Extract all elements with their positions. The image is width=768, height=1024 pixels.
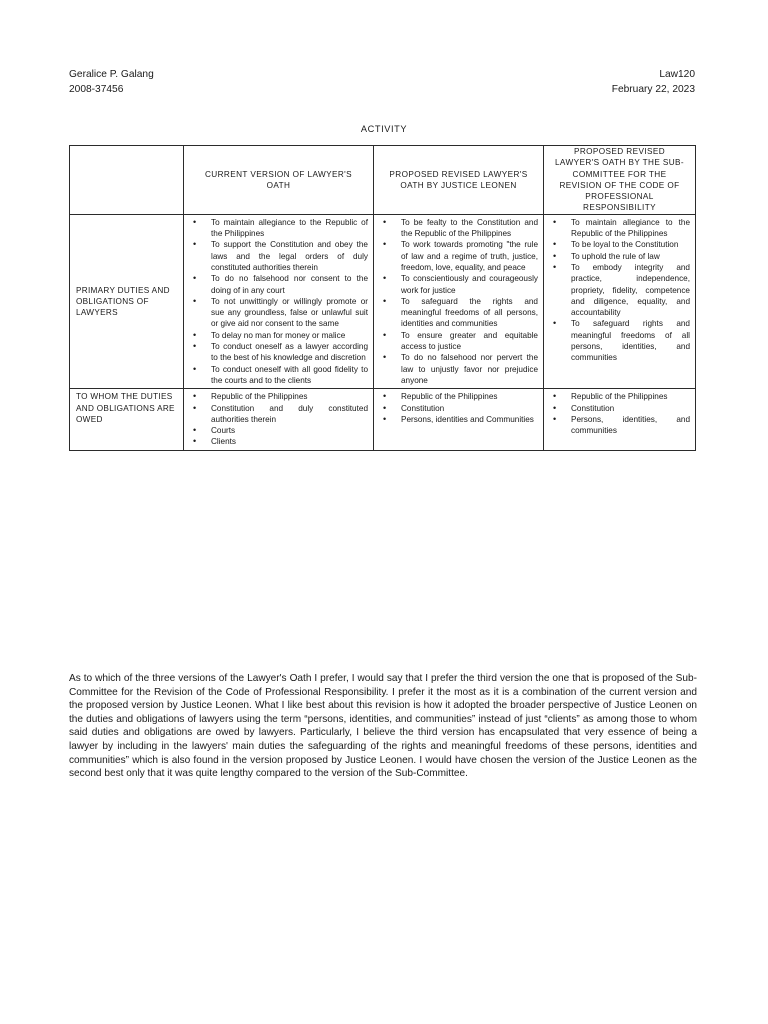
table-row — [70, 214, 696, 388]
list-item: • To work towards promoting "the rule of law and a regime of truth, justice, freedom, love, equality, and peace — [379, 239, 538, 273]
list-item: • Courts — [189, 425, 368, 436]
header-cell-leonen-oath: PROPOSED REVISED LAWYER'S OATH BY JUSTICE LEONEN — [374, 146, 544, 215]
list-item: • To not unwittingly or willingly promote or sue any groundless, false or unlawful suit or give aid nor consent to the same — [189, 296, 368, 330]
list-item: • Republic of the Philippines — [379, 391, 538, 402]
list-item: • To do no falsehood nor consent to the doing of in any court — [189, 273, 368, 296]
list-item: • To support the Constitution and obey the laws and the legal orders of duly constituted authorities therein — [189, 239, 368, 273]
list-item: • To safeguard the rights and meaningful freedoms of all persons, identities and communities — [379, 296, 538, 330]
list-item: • Constitution — [379, 403, 538, 414]
document-date: February 22, 2023 — [611, 84, 695, 95]
list-item: • Persons, identities and Communities — [379, 414, 538, 425]
author-block — [69, 67, 154, 97]
comparison-table — [69, 145, 696, 451]
table-header-row — [70, 146, 696, 215]
header-cell-subcommittee-oath: PROPOSED REVISED LAWYER'S OATH BY THE SUB-COMMITTEE FOR THE REVISION OF THE CODE OF PROFESSIONAL RESPONSIBILITY — [544, 146, 696, 215]
list-item: • To be loyal to the Constitution — [549, 239, 690, 250]
activity-title: ACTIVITY — [360, 124, 408, 134]
list-item: • To ensure greater and equitable access to justice — [379, 330, 538, 353]
cell-current-owed — [184, 389, 374, 450]
list-item: • To conduct oneself as a lawyer according to the best of his knowledge and discretion — [189, 341, 368, 364]
list-item: • Clients — [189, 436, 368, 447]
bullet-list — [189, 217, 368, 386]
list-item: • Constitution and duly constituted authorities therein — [189, 403, 368, 426]
list-item: • To uphold the rule of law — [549, 251, 690, 262]
course-block — [612, 67, 695, 97]
list-item: • To maintain allegiance to the Republic of the Philippines — [189, 217, 368, 240]
list-item: • To conscientiously and courageously work for justice — [379, 273, 538, 296]
essay-paragraph: As to which of the three versions of the Lawyer's Oath I prefer, I would say that I prefer the third version the one that is proposed of the Sub-Committee for the Revision of the Code of Professional Responsibility. I prefer it the most as it is a combination of the current version and the proposed version by Justice Leonen. What I like best about this revision is how it adopted the broader perspective of Justice Leonen on the duties and obligations of lawyers using the term “persons, identities, and communities” instead of just “clients” as among those to whom said duties and obligations are owed by lawyers. Particularly, I believe the third version has encapsulated that very essence of being a lawyer by including in the lawyers' main duties the safeguarding of the rights and meaningful freedoms of these persons, identities and communities” which is also found in the version proposed by Justice Leonen. I would have chosen the version of the Justice Leonen as the second best only that it was quite lengthy compared to the version of the Sub-Committee. — [69, 673, 697, 780]
list-item: • To do no falsehood nor pervert the law to unjustly favor nor prejudice anyone — [379, 352, 538, 386]
bullet-list — [189, 391, 368, 447]
author-name: Geralice P. Galang — [69, 69, 154, 80]
list-item: • To safeguard rights and meaningful freedoms of all persons, identities, and communities — [549, 318, 690, 363]
list-item: • To be fealty to the Constitution and the Republic of the Philippines — [379, 217, 538, 240]
bullet-list — [379, 217, 538, 386]
list-item: • Republic of the Philippines — [189, 391, 368, 402]
bullet-list — [549, 391, 690, 436]
header-cell-current-oath: CURRENT VERSION OF LAWYER'S OATH — [184, 146, 374, 215]
table-row — [70, 389, 696, 450]
cell-subcommittee-duties — [544, 214, 696, 388]
row-label-owed-to: TO WHOM THE DUTIES AND OBLIGATIONS ARE OWED — [70, 389, 184, 450]
list-item: • Republic of the Philippines — [549, 391, 690, 402]
list-item: • Constitution — [549, 403, 690, 414]
list-item: • To maintain allegiance to the Republic of the Philippines — [549, 217, 690, 240]
list-item: • To conduct oneself with all good fidelity to the courts and to the clients — [189, 364, 368, 387]
student-number: 2008-37456 — [69, 84, 124, 95]
header-cell-blank — [70, 146, 184, 215]
list-item: • To embody integrity and practice, independence, propriety, fidelity, competence and diligence, equality, and accountability — [549, 262, 690, 318]
cell-subcommittee-owed — [544, 389, 696, 450]
cell-leonen-duties — [374, 214, 544, 388]
bullet-list — [549, 217, 690, 364]
course-code: Law120 — [659, 69, 695, 80]
row-label-primary-duties: PRIMARY DUTIES AND OBLIGATIONS OF LAWYERS — [70, 214, 184, 388]
list-item: • To delay no man for money or malice — [189, 330, 368, 341]
cell-current-duties — [184, 214, 374, 388]
bullet-list — [379, 391, 538, 425]
list-item: • Persons, identities, and communities — [549, 414, 690, 437]
cell-leonen-owed — [374, 389, 544, 450]
